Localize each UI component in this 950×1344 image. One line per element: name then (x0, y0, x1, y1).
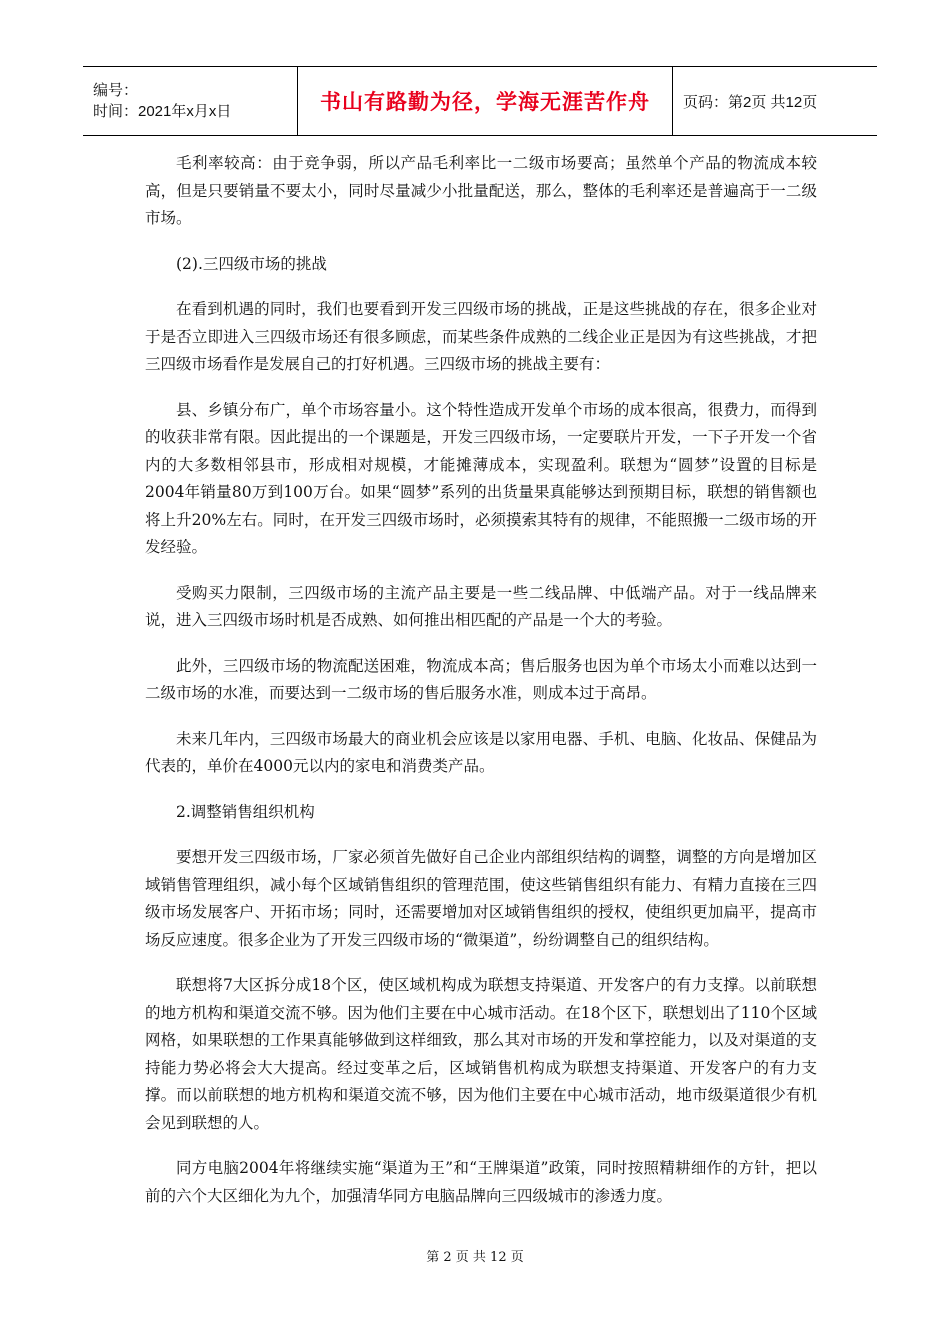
paragraph: 毛利率较高：由于竞争弱，所以产品毛利率比一二级市场要高；虽然单个产品的物流成本较高，但是只要销量不要太小，同时尽量减少小批量配送，那么，整体的毛利率还是普遍高于一二级市场。 (145, 154, 817, 227)
paragraph: 同方电脑2004年将继续实施“渠道为王”和“王牌渠道”政策，同时按照精耕细作的方针，把以前的六个大区细化为九个，加强清华同方电脑品牌向三四级城市的渗透力度。 (145, 1159, 817, 1205)
page-footer: 第 2 页 共 12 页 (426, 1250, 524, 1265)
paragraph: 在看到机遇的同时，我们也要看到开发三四级市场的挑战，正是这些挑战的存在，很多企业对于是否立即进入三四级市场还有很多顾虑，而某些条件成熟的二线企业正是因为有这些挑战，才把三四级市场看作是发展自己的打好机遇。三四级市场的挑战主要有： (145, 300, 817, 373)
paragraph: 未来几年内，三四级市场最大的商业机会应该是以家用电器、手机、电脑、化妆品、保健品为代表的，单价在4000元以内的家电和消费类产品。 (145, 729, 817, 775)
page-header (83, 66, 877, 136)
paragraph: 受购买力限制，三四级市场的主流产品主要是一些二线品牌、中低端产品。对于一线品牌来说，进入三四级市场时机是否成熟、如何推出相匹配的产品是一个大的考验。 (145, 583, 817, 629)
document-body (145, 150, 817, 1228)
section-heading: (2).三四级市场的挑战 (176, 254, 327, 273)
paragraph: 县、乡镇分布广，单个市场容量小。这个特性造成开发单个市场的成本很高，很费力，而得到的收获非常有限。因此提出的一个课题是，开发三四级市场，一定要联片开发，一下子开发一个省内的大多数相邻县市，形成相对规模，才能摊薄成本，实现盈利。联想为“圆梦”设置的目标是2004年销量80万到100万台。如果“圆梦”系列的出货量果真能够达到预期目标，联想的销售额也将上升20%左右。同时，在开发三四级市场时，必须摸索其特有的规律，不能照搬一二级市场的开发经验。 (145, 400, 817, 556)
paragraph: 要想开发三四级市场，厂家必须首先做好自己企业内部组织结构的调整，调整的方向是增加区域销售管理组织，减小每个区域销售组织的管理范围，使这些销售组织有能力、有精力直接在三四级市场发展客户、开拓市场；同时，还需要增加对区域销售组织的授权，使组织更加扁平，提高市场反应速度。很多企业为了开发三四级市场的“微渠道”，纷纷调整自己的组织结构。 (145, 848, 817, 949)
document-number: 编号： (93, 82, 139, 99)
paragraph: 联想将7大区拆分成18个区，使区域机构成为联想支持渠道、开发客户的有力支撑。以前联想的地方机构和渠道交流不够。因为他们主要在中心城市活动。在18个区下，联想划出了110个区域网格，如果联想的工作果真能够做到这样细致，那么其对市场的开发和掌控能力，以及对渠道的支持能力势必将会大大提高。经过变革之后，区域销售机构成为联想支持渠道、开发客户的有力支撑。而以前联想的地方机构和渠道交流不够，因为他们主要在中心城市活动，地市级渠道很少有机会见到联想的人。 (145, 976, 817, 1132)
paragraph: 此外，三四级市场的物流配送困难，物流成本高；售后服务也因为单个市场太小而难以达到一二级市场的水准，而要达到一二级市场的售后服务水准，则成本过于高昂。 (145, 656, 817, 702)
header-meta (83, 67, 298, 136)
header-motto: 书山有路勤为径，学海无涯苦作舟 (298, 67, 673, 136)
section-heading: 2.调整销售组织机构 (176, 802, 315, 821)
header-page-info: 页码：第2页 共12页 (673, 67, 878, 136)
document-date: 时间：2021年x月x日 (93, 103, 232, 120)
